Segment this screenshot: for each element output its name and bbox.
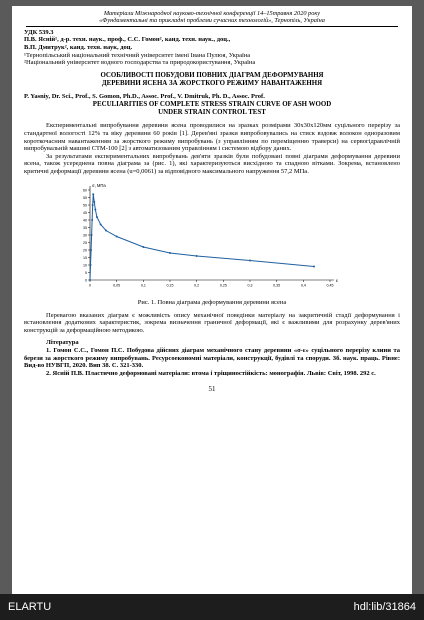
y-tick-label: 30 (83, 233, 87, 238)
y-tick-label: 5 (85, 270, 87, 275)
x-tick-label: 0,15 (166, 283, 174, 288)
page-number: 51 (208, 385, 216, 394)
header-rule (26, 26, 398, 27)
data-point (169, 252, 171, 254)
data-point (105, 229, 107, 231)
x-tick-label: 0,2 (194, 283, 200, 288)
x-axis-label: ε (336, 277, 338, 283)
authors-ua (24, 36, 400, 51)
data-point (116, 235, 118, 237)
data-point (142, 246, 144, 248)
header-line-1: Матеріали Міжнародної науково-технічної конференції 14–15травня 2020 року (103, 10, 321, 17)
stress-strain-chart (68, 180, 338, 292)
title-en-line-2: UNDER STRAIN CONTROL TEST (158, 109, 266, 117)
x-tick-label: 0,05 (113, 283, 121, 288)
y-tick-label: 25 (83, 240, 87, 245)
data-point (100, 223, 102, 225)
y-tick-label: 10 (83, 263, 87, 268)
document-page (12, 6, 412, 594)
data-point (90, 264, 92, 266)
y-tick-label: 45 (83, 210, 87, 215)
y-tick-label: 60 (83, 188, 87, 193)
y-axis-label: σ, МПа (92, 182, 106, 188)
title-en (24, 101, 400, 117)
footer-repository-name: ELARTU (8, 601, 52, 613)
figure-1 (68, 180, 412, 297)
y-tick-label: 50 (83, 203, 87, 208)
header-line-2: «Фундаментальні та прикладні проблеми сучасних технологій», Тернопіль, Україна (99, 17, 325, 25)
data-point (91, 234, 93, 236)
x-tick-label: 0,45 (326, 283, 334, 288)
conference-header (20, 10, 404, 25)
y-tick-label: 55 (83, 195, 87, 200)
data-point (93, 201, 95, 203)
authors-en: P. Yasniy, Dr. Sci., Prof., S. Gomon, Ph.D., Assoc. Prof., V. Dmitruk, Ph. D., Assoc. Prof. (24, 92, 265, 100)
x-tick-label: 0,35 (273, 283, 281, 288)
affiliation-2: ²Національний університет водного господарства та природокористування, Україна (24, 59, 256, 67)
x-tick-label: 0,3 (247, 283, 253, 288)
udc-code: УДК 539.3 (24, 28, 54, 36)
figure-caption: Рис. 1. Повна діаграма деформування деревини ясена (137, 298, 287, 306)
y-tick-label: 40 (83, 218, 87, 223)
authors-ua-line-2: В.П. Дмитрук², канд. техн. наук, доц. (24, 44, 133, 51)
y-tick-label: 0 (85, 278, 87, 283)
paragraph-3: Перевагою вказаних діаграм є можливість опису механічної поведінки матеріалу на закритичній стадії деформування і встановлення додаткових характеристик, зокрема визначення граничної деформації, які є важливими для розрахунку дерев'яних конструкцій за деформаційною методикою. (24, 311, 400, 334)
paragraph-2: За результатами експериментальних випробувань дев'яти зразків були побудовані повні діаграми деформування деревини ясена, також усереднена повна діаграма за (рис. 1), які характеризуються висхідною та спадною вітками. Зокрема, встановлено критичні деформації деревини ясена (u=0,0061) за відповідного максимального напруження 57,2 МПа. (24, 152, 400, 175)
data-point (196, 255, 198, 257)
repository-footer (0, 594, 424, 620)
series-line (90, 194, 314, 280)
data-point (249, 259, 251, 261)
data-point (96, 216, 98, 218)
data-point (313, 265, 315, 267)
reference-2: 2. Ясній П.В. Пластично деформовані матеріали: втома і тріщиностійкість: монографія. Львів: Світ, 1998. 292 с. (46, 369, 376, 377)
affiliations (24, 52, 400, 67)
y-tick-label: 15 (83, 255, 87, 260)
x-tick-label: 0,25 (219, 283, 227, 288)
title-ua (24, 72, 400, 88)
authors-ua-line-1: П.В. Ясній¹, д-р. техн. наук., проф., С.С. Гомон², канд. техн. наук., доц., (24, 36, 231, 44)
y-tick-label: 20 (83, 248, 87, 253)
references-heading: Література (46, 339, 79, 347)
footer-handle: hdl:lib/31864 (353, 601, 416, 613)
x-tick-label: 0 (89, 283, 91, 288)
data-point (92, 193, 94, 195)
title-en-line-1: PECULIARITIES OF COMPLETE STRESS STRAIN CURVE OF ASH WOOD (92, 101, 332, 109)
reference-1: 1. Гомон С.С., Гомон П.С. Побудова дійсних діаграм механічного стану деревини «σ-ε» суцільного перерізу клини та берези за жорсткого режиму випробувань. Ресурсоекономні матеріали, конструкції, будівлі та споруди. Зб. наук. праць. Рівне: Вид-во НУВГП, 2020. Вип 38. С. 321-330. (24, 346, 400, 370)
title-ua-line-2: ДЕРЕВИНИ ЯСЕНА ЗА ЖОРСТКОГО РЕЖИМУ НАВАНТАЖЕННЯ (101, 79, 323, 87)
x-tick-label: 0,1 (140, 283, 146, 288)
data-point (91, 219, 93, 221)
title-ua-line-1: ОСОБЛИВОСТІ ПОБУДОВИ ПОВНИХ ДІАГРАМ ДЕФОРМУВАННЯ (100, 71, 324, 79)
affiliation-1: ¹Тернопільський національний технічний університет імені Івана Пулюя, Україна (24, 51, 251, 59)
y-tick-label: 35 (83, 225, 87, 230)
x-tick-label: 0,4 (300, 283, 306, 288)
paragraph-1: Експериментальні випробування деревини ясена проводилися на зразках розмірами 30х30х120мм суцільного перерізу за стандартної вологості 12% та віку деревини 60 років [1]. Дерев'яні зразки випробовувались на стиск вздовж волокон одноразовим короткочасним навантаженням за жорсткого режиму випробувань (з управлінням по переміщенню траверси) на сервогідравлічній випробувальній машині СТМ-100 [2] з автоматизованим управлінням і системою відбору даних. (24, 122, 400, 153)
data-point (94, 208, 96, 210)
data-point (92, 204, 94, 206)
data-point (90, 249, 92, 251)
data-point (89, 279, 91, 281)
